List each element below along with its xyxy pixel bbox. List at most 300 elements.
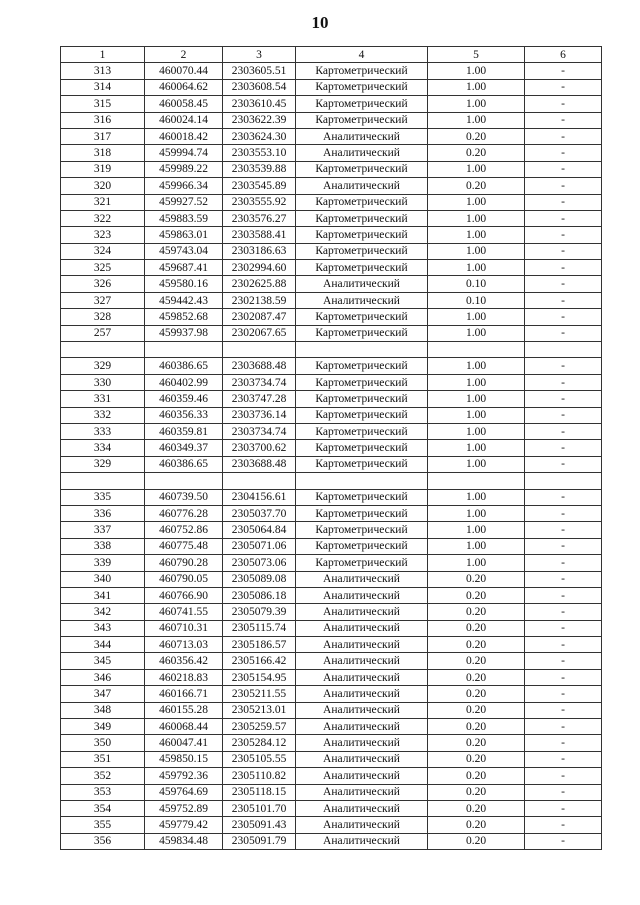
table-body	[61, 63, 602, 850]
point-number-cell: 329	[61, 358, 145, 374]
note-cell: -	[525, 391, 602, 407]
y-coordinate-cell: 2303734.74	[223, 423, 296, 439]
y-coordinate-cell: 2305115.74	[223, 620, 296, 636]
method-cell: Аналитический	[296, 800, 428, 816]
x-coordinate-cell: 460166.71	[145, 686, 223, 702]
note-cell: -	[525, 768, 602, 784]
table-row	[61, 260, 602, 276]
accuracy-cell: 1.00	[428, 555, 525, 571]
table-row	[61, 833, 602, 849]
y-coordinate-cell	[223, 342, 296, 358]
column-header: 2	[145, 47, 223, 63]
point-number-cell: 329	[61, 456, 145, 472]
x-coordinate-cell: 459442.43	[145, 292, 223, 308]
x-coordinate-cell: 460068.44	[145, 719, 223, 735]
method-cell: Картометрический	[296, 210, 428, 226]
table-row	[61, 784, 602, 800]
method-cell: Картометрический	[296, 358, 428, 374]
table-header-row	[61, 47, 602, 63]
x-coordinate-cell: 459850.15	[145, 751, 223, 767]
accuracy-cell: 0.20	[428, 817, 525, 833]
note-cell: -	[525, 686, 602, 702]
x-coordinate-cell: 459937.98	[145, 325, 223, 341]
note-cell: -	[525, 161, 602, 177]
note-cell	[525, 473, 602, 489]
method-cell: Аналитический	[296, 637, 428, 653]
column-header: 3	[223, 47, 296, 63]
note-cell: -	[525, 784, 602, 800]
note-cell: -	[525, 522, 602, 538]
x-coordinate-cell: 459743.04	[145, 243, 223, 259]
column-header: 4	[296, 47, 428, 63]
note-cell: -	[525, 489, 602, 505]
accuracy-cell: 1.00	[428, 374, 525, 390]
accuracy-cell: 0.20	[428, 800, 525, 816]
x-coordinate-cell: 459989.22	[145, 161, 223, 177]
method-cell: Аналитический	[296, 702, 428, 718]
note-cell: -	[525, 571, 602, 587]
table-row	[61, 161, 602, 177]
x-coordinate-cell: 459764.69	[145, 784, 223, 800]
accuracy-cell: 1.00	[428, 63, 525, 79]
table-row	[61, 571, 602, 587]
accuracy-cell: 0.20	[428, 784, 525, 800]
point-number-cell: 314	[61, 79, 145, 95]
method-cell: Аналитический	[296, 145, 428, 161]
y-coordinate-cell: 2303736.14	[223, 407, 296, 423]
note-cell: -	[525, 555, 602, 571]
method-cell: Аналитический	[296, 669, 428, 685]
accuracy-cell: 0.20	[428, 604, 525, 620]
table-row	[61, 276, 602, 292]
accuracy-cell: 1.00	[428, 358, 525, 374]
page-number: 10	[311, 13, 329, 32]
point-number-cell: 338	[61, 538, 145, 554]
table-row	[61, 604, 602, 620]
note-cell: -	[525, 309, 602, 325]
accuracy-cell: 1.00	[428, 79, 525, 95]
x-coordinate-cell: 459779.42	[145, 817, 223, 833]
accuracy-cell: 1.00	[428, 243, 525, 259]
accuracy-cell: 0.10	[428, 292, 525, 308]
method-cell: Картометрический	[296, 407, 428, 423]
table-row	[61, 407, 602, 423]
y-coordinate-cell: 2305213.01	[223, 702, 296, 718]
x-coordinate-cell: 460741.55	[145, 604, 223, 620]
table-row	[61, 374, 602, 390]
table-row	[61, 735, 602, 751]
table-row	[61, 587, 602, 603]
accuracy-cell: 0.20	[428, 620, 525, 636]
table-row	[61, 96, 602, 112]
point-number-cell: 353	[61, 784, 145, 800]
x-coordinate-cell: 460402.99	[145, 374, 223, 390]
point-number-cell: 328	[61, 309, 145, 325]
x-coordinate-cell: 459863.01	[145, 227, 223, 243]
note-cell: -	[525, 128, 602, 144]
accuracy-cell: 0.20	[428, 702, 525, 718]
point-number-cell	[61, 473, 145, 489]
y-coordinate-cell: 2305091.79	[223, 833, 296, 849]
method-cell: Картометрический	[296, 456, 428, 472]
table-row	[61, 342, 602, 358]
x-coordinate-cell: 460018.42	[145, 128, 223, 144]
accuracy-cell: 1.00	[428, 260, 525, 276]
note-cell: -	[525, 833, 602, 849]
note-cell: -	[525, 587, 602, 603]
method-cell: Картометрический	[296, 63, 428, 79]
table-row	[61, 309, 602, 325]
x-coordinate-cell: 459752.89	[145, 800, 223, 816]
method-cell: Аналитический	[296, 784, 428, 800]
y-coordinate-cell: 2305089.08	[223, 571, 296, 587]
accuracy-cell: 0.20	[428, 571, 525, 587]
method-cell: Аналитический	[296, 817, 428, 833]
x-coordinate-cell: 460739.50	[145, 489, 223, 505]
method-cell: Аналитический	[296, 571, 428, 587]
x-coordinate-cell: 460155.28	[145, 702, 223, 718]
table-row	[61, 194, 602, 210]
point-number-cell: 354	[61, 800, 145, 816]
y-coordinate-cell: 2305037.70	[223, 505, 296, 521]
accuracy-cell: 1.00	[428, 522, 525, 538]
y-coordinate-cell: 2303545.89	[223, 178, 296, 194]
accuracy-cell: 1.00	[428, 391, 525, 407]
note-cell: -	[525, 227, 602, 243]
table-row	[61, 210, 602, 226]
x-coordinate-cell: 459966.34	[145, 178, 223, 194]
point-number-cell: 336	[61, 505, 145, 521]
method-cell: Картометрический	[296, 161, 428, 177]
accuracy-cell: 0.20	[428, 178, 525, 194]
point-number-cell: 348	[61, 702, 145, 718]
note-cell: -	[525, 96, 602, 112]
point-number-cell: 320	[61, 178, 145, 194]
y-coordinate-cell: 2302138.59	[223, 292, 296, 308]
method-cell: Картометрический	[296, 79, 428, 95]
accuracy-cell: 0.20	[428, 833, 525, 849]
point-number-cell: 345	[61, 653, 145, 669]
accuracy-cell: 1.00	[428, 505, 525, 521]
note-cell: -	[525, 63, 602, 79]
note-cell: -	[525, 112, 602, 128]
note-cell: -	[525, 505, 602, 521]
note-cell: -	[525, 637, 602, 653]
x-coordinate-cell: 460218.83	[145, 669, 223, 685]
point-number-cell: 334	[61, 440, 145, 456]
point-number-cell: 327	[61, 292, 145, 308]
method-cell: Картометрический	[296, 374, 428, 390]
x-coordinate-cell: 460359.46	[145, 391, 223, 407]
accuracy-cell: 1.00	[428, 325, 525, 341]
y-coordinate-cell: 2305105.55	[223, 751, 296, 767]
point-number-cell: 352	[61, 768, 145, 784]
accuracy-cell: 1.00	[428, 407, 525, 423]
accuracy-cell: 0.20	[428, 653, 525, 669]
point-number-cell: 349	[61, 719, 145, 735]
table-row	[61, 768, 602, 784]
table-row	[61, 358, 602, 374]
table-row	[61, 292, 602, 308]
table-row	[61, 243, 602, 259]
x-coordinate-cell: 459883.59	[145, 210, 223, 226]
x-coordinate-cell: 460047.41	[145, 735, 223, 751]
x-coordinate-cell: 460070.44	[145, 63, 223, 79]
note-cell	[525, 342, 602, 358]
table-row	[61, 800, 602, 816]
accuracy-cell: 0.20	[428, 735, 525, 751]
method-cell: Аналитический	[296, 620, 428, 636]
y-coordinate-cell: 2305101.70	[223, 800, 296, 816]
method-cell: Картометрический	[296, 505, 428, 521]
note-cell: -	[525, 751, 602, 767]
point-number-cell: 343	[61, 620, 145, 636]
x-coordinate-cell: 460356.42	[145, 653, 223, 669]
table-row	[61, 456, 602, 472]
y-coordinate-cell: 2303624.30	[223, 128, 296, 144]
accuracy-cell: 1.00	[428, 227, 525, 243]
accuracy-cell: 0.20	[428, 768, 525, 784]
method-cell: Картометрический	[296, 555, 428, 571]
table-row	[61, 112, 602, 128]
note-cell: -	[525, 407, 602, 423]
accuracy-cell: 1.00	[428, 423, 525, 439]
note-cell: -	[525, 325, 602, 341]
point-number-cell: 330	[61, 374, 145, 390]
x-coordinate-cell: 459994.74	[145, 145, 223, 161]
accuracy-cell: 1.00	[428, 489, 525, 505]
y-coordinate-cell: 2303588.41	[223, 227, 296, 243]
point-number-cell: 316	[61, 112, 145, 128]
note-cell: -	[525, 620, 602, 636]
table-row	[61, 489, 602, 505]
y-coordinate-cell: 2305118.15	[223, 784, 296, 800]
note-cell: -	[525, 604, 602, 620]
point-number-cell: 257	[61, 325, 145, 341]
y-coordinate-cell: 2305186.57	[223, 637, 296, 653]
note-cell: -	[525, 423, 602, 439]
table-row	[61, 719, 602, 735]
y-coordinate-cell: 2303734.74	[223, 374, 296, 390]
table-row	[61, 391, 602, 407]
method-cell: Аналитический	[296, 719, 428, 735]
y-coordinate-cell: 2303576.27	[223, 210, 296, 226]
y-coordinate-cell: 2305110.82	[223, 768, 296, 784]
note-cell: -	[525, 669, 602, 685]
accuracy-cell: 1.00	[428, 309, 525, 325]
y-coordinate-cell: 2303688.48	[223, 358, 296, 374]
method-cell: Картометрический	[296, 391, 428, 407]
table-row	[61, 63, 602, 79]
note-cell: -	[525, 260, 602, 276]
method-cell: Картометрический	[296, 423, 428, 439]
point-number-cell: 323	[61, 227, 145, 243]
x-coordinate-cell: 459834.48	[145, 833, 223, 849]
y-coordinate-cell: 2304156.61	[223, 489, 296, 505]
y-coordinate-cell: 2305073.06	[223, 555, 296, 571]
accuracy-cell: 0.20	[428, 719, 525, 735]
point-number-cell: 326	[61, 276, 145, 292]
note-cell: -	[525, 194, 602, 210]
method-cell: Картометрический	[296, 440, 428, 456]
y-coordinate-cell: 2302625.88	[223, 276, 296, 292]
point-number-cell: 347	[61, 686, 145, 702]
y-coordinate-cell: 2303608.54	[223, 79, 296, 95]
table-row	[61, 227, 602, 243]
point-number-cell: 356	[61, 833, 145, 849]
note-cell: -	[525, 702, 602, 718]
point-number-cell: 355	[61, 817, 145, 833]
point-number-cell: 332	[61, 407, 145, 423]
table-row	[61, 817, 602, 833]
accuracy-cell: 0.20	[428, 145, 525, 161]
y-coordinate-cell: 2302994.60	[223, 260, 296, 276]
note-cell: -	[525, 79, 602, 95]
x-coordinate-cell: 460024.14	[145, 112, 223, 128]
point-number-cell: 321	[61, 194, 145, 210]
y-coordinate-cell: 2303688.48	[223, 456, 296, 472]
y-coordinate-cell: 2303186.63	[223, 243, 296, 259]
method-cell: Аналитический	[296, 292, 428, 308]
y-coordinate-cell: 2303747.28	[223, 391, 296, 407]
x-coordinate-cell: 460058.45	[145, 96, 223, 112]
point-number-cell: 344	[61, 637, 145, 653]
x-coordinate-cell	[145, 342, 223, 358]
accuracy-cell: 0.20	[428, 587, 525, 603]
accuracy-cell: 1.00	[428, 161, 525, 177]
note-cell: -	[525, 145, 602, 161]
note-cell: -	[525, 817, 602, 833]
table-row	[61, 669, 602, 685]
method-cell: Аналитический	[296, 686, 428, 702]
table-row	[61, 423, 602, 439]
point-number-cell: 313	[61, 63, 145, 79]
accuracy-cell: 1.00	[428, 538, 525, 554]
note-cell: -	[525, 440, 602, 456]
note-cell: -	[525, 538, 602, 554]
table-row	[61, 751, 602, 767]
y-coordinate-cell: 2303622.39	[223, 112, 296, 128]
x-coordinate-cell: 459852.68	[145, 309, 223, 325]
x-coordinate-cell: 460713.03	[145, 637, 223, 653]
point-number-cell: 339	[61, 555, 145, 571]
y-coordinate-cell: 2303555.92	[223, 194, 296, 210]
y-coordinate-cell: 2305259.57	[223, 719, 296, 735]
method-cell: Аналитический	[296, 735, 428, 751]
column-header: 6	[525, 47, 602, 63]
point-number-cell: 342	[61, 604, 145, 620]
point-number-cell: 318	[61, 145, 145, 161]
accuracy-cell: 1.00	[428, 194, 525, 210]
point-number-cell: 346	[61, 669, 145, 685]
accuracy-cell: 1.00	[428, 210, 525, 226]
point-number-cell: 350	[61, 735, 145, 751]
y-coordinate-cell: 2303553.10	[223, 145, 296, 161]
accuracy-cell	[428, 342, 525, 358]
method-cell: Картометрический	[296, 112, 428, 128]
method-cell: Аналитический	[296, 768, 428, 784]
point-number-cell: 333	[61, 423, 145, 439]
accuracy-cell: 0.20	[428, 637, 525, 653]
point-number-cell: 351	[61, 751, 145, 767]
point-number-cell: 325	[61, 260, 145, 276]
table-row	[61, 128, 602, 144]
y-coordinate-cell: 2305071.06	[223, 538, 296, 554]
x-coordinate-cell: 459687.41	[145, 260, 223, 276]
x-coordinate-cell: 460790.28	[145, 555, 223, 571]
method-cell: Аналитический	[296, 128, 428, 144]
x-coordinate-cell: 460386.65	[145, 456, 223, 472]
x-coordinate-cell: 460386.65	[145, 358, 223, 374]
x-coordinate-cell: 459580.16	[145, 276, 223, 292]
y-coordinate-cell	[223, 473, 296, 489]
x-coordinate-cell: 459792.36	[145, 768, 223, 784]
column-header: 1	[61, 47, 145, 63]
note-cell: -	[525, 719, 602, 735]
y-coordinate-cell: 2305086.18	[223, 587, 296, 603]
note-cell: -	[525, 735, 602, 751]
y-coordinate-cell: 2303610.45	[223, 96, 296, 112]
point-number-cell: 337	[61, 522, 145, 538]
table-row	[61, 505, 602, 521]
point-number-cell: 324	[61, 243, 145, 259]
table-row	[61, 702, 602, 718]
point-number-cell: 331	[61, 391, 145, 407]
note-cell: -	[525, 210, 602, 226]
note-cell: -	[525, 276, 602, 292]
table-row	[61, 555, 602, 571]
x-coordinate-cell: 459927.52	[145, 194, 223, 210]
method-cell: Картометрический	[296, 489, 428, 505]
x-coordinate-cell: 460359.81	[145, 423, 223, 439]
method-cell: Аналитический	[296, 833, 428, 849]
note-cell: -	[525, 292, 602, 308]
point-number-cell: 322	[61, 210, 145, 226]
note-cell: -	[525, 243, 602, 259]
note-cell: -	[525, 358, 602, 374]
accuracy-cell: 1.00	[428, 456, 525, 472]
y-coordinate-cell: 2305064.84	[223, 522, 296, 538]
accuracy-cell	[428, 473, 525, 489]
table-row	[61, 440, 602, 456]
y-coordinate-cell: 2305154.95	[223, 669, 296, 685]
method-cell: Аналитический	[296, 276, 428, 292]
x-coordinate-cell: 460752.86	[145, 522, 223, 538]
method-cell	[296, 473, 428, 489]
method-cell: Картометрический	[296, 194, 428, 210]
note-cell: -	[525, 456, 602, 472]
point-number-cell	[61, 342, 145, 358]
method-cell: Картометрический	[296, 538, 428, 554]
y-coordinate-cell: 2303605.51	[223, 63, 296, 79]
note-cell: -	[525, 178, 602, 194]
table-row	[61, 653, 602, 669]
y-coordinate-cell: 2303539.88	[223, 161, 296, 177]
method-cell: Аналитический	[296, 587, 428, 603]
method-cell: Картометрический	[296, 260, 428, 276]
point-number-cell: 315	[61, 96, 145, 112]
accuracy-cell: 1.00	[428, 112, 525, 128]
point-number-cell: 319	[61, 161, 145, 177]
y-coordinate-cell: 2303700.62	[223, 440, 296, 456]
method-cell: Картометрический	[296, 325, 428, 341]
table-row	[61, 145, 602, 161]
method-cell	[296, 342, 428, 358]
accuracy-cell: 0.10	[428, 276, 525, 292]
method-cell: Картометрический	[296, 522, 428, 538]
x-coordinate-cell: 460766.90	[145, 587, 223, 603]
table-row	[61, 79, 602, 95]
